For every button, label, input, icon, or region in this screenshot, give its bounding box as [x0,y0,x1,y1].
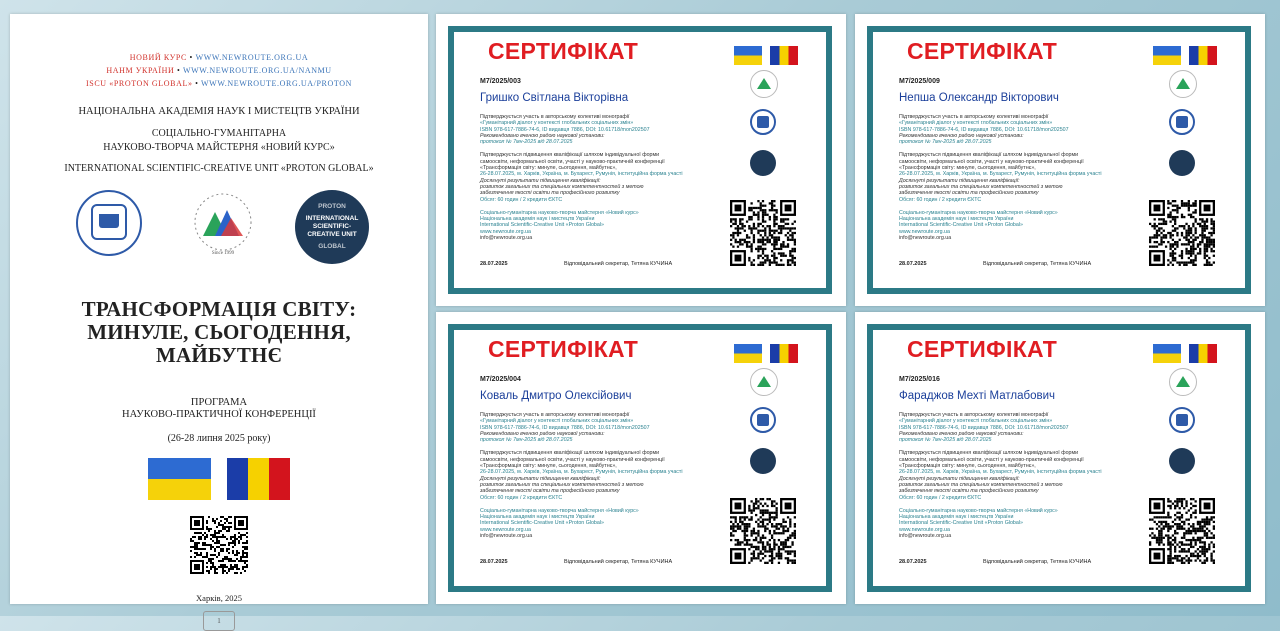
shield-hands-logo-icon [1169,109,1195,135]
qr-code-icon[interactable] [730,498,796,564]
shield-hands-logo-icon [1169,407,1195,433]
qr-code-icon[interactable] [1149,200,1215,266]
romania-flag-icon [770,344,798,363]
recipient-name: Непша Олександр Вікторович [899,92,1059,104]
secretary-signature: Відповідальний секретар, Тетяна КУЧИНА [983,559,1092,565]
certificate-code: M7/2025/004 [480,376,521,383]
certificate-heading: СЕРТИФІКАТ [907,336,1058,362]
unit-name-en: INTERNATIONAL SCIENTIFIC-CREATIVE UNIT «PROTON GLOBAL» [64,163,374,174]
certificate-date: 28.07.2025 [480,559,508,565]
certificate-card [436,14,846,306]
certificate-card [855,312,1265,604]
certificate-frame [448,26,832,294]
triangles-logo-icon [1169,368,1197,396]
shield-hands-logo-icon [750,109,776,135]
certificate-frame [867,26,1251,294]
ukraine-flag-icon [734,344,762,363]
triangles-logo-icon [750,70,778,98]
unit-name: СОЦІАЛЬНО-ГУМАНІТАРНА НАУКОВО-ТВОРЧА МАЙСТЕРНЯ «НОВИЙ КУРС» [103,128,335,153]
ukraine-flag-icon [1153,344,1181,363]
conference-dates: (26-28 липня 2025 року) [167,433,271,444]
qr-code-icon[interactable] [190,516,248,574]
romania-flag-icon [1189,344,1217,363]
email-link[interactable]: info@newroute.org.ua [899,235,952,242]
romania-flag-icon [227,458,290,500]
proton-global-logo-icon [750,150,776,176]
qr-code-icon[interactable] [730,200,796,266]
website-link[interactable]: www.newroute.org.ua [480,228,531,235]
email-link[interactable]: info@newroute.org.ua [480,533,533,540]
recipient-name: Фараджов Мехті Матлабович [899,390,1056,402]
website-link[interactable]: www.newroute.org.ua [899,526,950,533]
ukraine-flag-icon [734,46,762,65]
certificate-card [436,312,846,604]
certificate-frame [448,324,832,592]
conference-program-page [10,14,428,625]
website-link[interactable]: www.newroute.org.ua [480,526,531,533]
recipient-name: Гришко Світлана Вікторівна [480,92,629,104]
flags-row [10,458,428,500]
website-link[interactable]: www.newroute.org.ua [899,228,950,235]
certificate-date: 28.07.2025 [899,559,927,565]
recipient-name: Коваль Дмитро Олексійович [480,390,632,402]
ukraine-flag-icon [1153,46,1181,65]
certificate-body: Підтверджується участь в авторському колективі монографії «Гуманітарний діалог у контексті глобальних соціальних змін» ISBN 978-617-7886-74-6, ID видавця 7886, DOI: 10.61718/mon202507 Рекомендовано вченою радою наукової установи: протокол № 7мн-2025 від 28.07.2025 Підтверджується підвищення кваліфікації шляхом індивідуальної форми самоосвіти, неформальної освіти, участі у науково-практичній конференції «Трансформація світу: минуле, сьогодення, майбутнє», 26-28.07.2025, м. Харків, Україна, м. Бухарест, Румунія, інституційна форма участі Досягнуті результати підвищення кваліфікації: розвиток загальних та спеціальних компетентностей з метою забезпечення якості освіти та професійного розвитку Обсяг: 60 годин / 2 кредити ЄКТС Соціально-гуманітарна науково-творча майстерня «Новий курс» Національна академія наук і мистецтв України International Scientific-Creative Unit «Proton Global» www.newroute.org.ua info@newroute.org.ua [480,412,760,539]
secretary-signature: Відповідальний секретар, Тетяна КУЧИНА [983,261,1092,267]
academy-name: НАЦІОНАЛЬНА АКАДЕМІЯ НАУК І МИСТЕЦТВ УКРАЇНИ [78,106,360,117]
program-subtitle: ПРОГРАМА НАУКОВО-ПРАКТИЧНОЇ КОНФЕРЕНЦІЇ [122,397,316,420]
certificate-body: Підтверджується участь в авторському колективі монографії «Гуманітарний діалог у контексті глобальних соціальних змін» ISBN 978-617-7886-74-6, ID видавця 7886, DOI: 10.61718/mon202507 Рекомендовано вченою радою наукової установи: протокол № 7мн-2025 від 28.07.2025 Підтверджується підвищення кваліфікації шляхом індивідуальної форми самоосвіти, неформальної освіти, участі у науково-практичній конференції «Трансформація світу: минуле, сьогодення, майбутнє», 26-28.07.2025, м. Харків, Україна, м. Бухарест, Румунія, інституційна форма участі Досягнуті результати підвищення кваліфікації: розвиток загальних та спеціальних компетентностей з метою забезпечення якості освіти та професійного розвитку Обсяг: 60 годин / 2 кредити ЄКТС Соціально-гуманітарна науково-творча майстерня «Новий курс» Національна академія наук і мистецтв України International Scientific-Creative Unit «Proton Global» www.newroute.org.ua info@newroute.org.ua [480,114,760,241]
proton-global-logo-icon [750,448,776,474]
certificate-heading: СЕРТИФІКАТ [907,38,1058,64]
shield-hands-logo-icon [76,190,142,256]
certificate-date: 28.07.2025 [480,261,508,267]
certificate-heading: СЕРТИФІКАТ [488,336,639,362]
certificate-card [855,14,1265,306]
certificate-body: Підтверджується участь в авторському колективі монографії «Гуманітарний діалог у контексті глобальних соціальних змін» ISBN 978-617-7886-74-6, ID видавця 7886, DOI: 10.61718/mon202507 Рекомендовано вченою радою наукової установи: протокол № 7мн-2025 від 28.07.2025 Підтверджується підвищення кваліфікації шляхом індивідуальної форми самоосвіти, неформальної освіти, участі у науково-практичній конференції «Трансформація світу: минуле, сьогодення, майбутнє», 26-28.07.2025, м. Харків, Україна, м. Бухарест, Румунія, інституційна форма участі Досягнуті результати підвищення кваліфікації: розвиток загальних та спеціальних компетентностей з метою забезпечення якості освіти та професійного розвитку Обсяг: 60 годин / 2 кредити ЄКТС Соціально-гуманітарна науково-творча майстерня «Новий курс» Національна академія наук і мистецтв України International Scientific-Creative Unit «Proton Global» www.newroute.org.ua info@newroute.org.ua [899,114,1179,241]
proton-global-logo-icon [1169,448,1195,474]
secretary-signature: Відповідальний секретар, Тетяна КУЧИНА [564,559,673,565]
conference-title: ТРАНСФОРМАЦІЯ СВІТУ: МИНУЛЕ, СЬОГОДЕННЯ, МАЙБУТНЄ [81,297,357,367]
svg-text:Since 1999: Since 1999 [211,251,235,256]
link-proton[interactable]: ISCU «PROTON GLOBAL» • WWW.NEWROUTE.ORG.UA/PROTON [86,79,352,88]
page-number: 1 [203,611,235,631]
triangles-logo-icon [1169,70,1197,98]
triangles-logo-icon [188,192,258,258]
links-block [10,51,428,90]
proton-global-logo-icon [1169,150,1195,176]
proton-global-logo-icon: PROTON INTERNATIONAL SCIENTIFIC- CREATIVE UNIT GLOBAL [295,190,369,264]
certificate-code: M7/2025/016 [899,376,940,383]
email-link[interactable]: info@newroute.org.ua [899,533,952,540]
qr-code-icon[interactable] [1149,498,1215,564]
link-new-course[interactable]: НОВИЙ КУРС • WWW.NEWROUTE.ORG.UA [129,53,309,62]
certificate-code: M7/2025/003 [480,78,521,85]
certificate-code: M7/2025/009 [899,78,940,85]
certificate-date: 28.07.2025 [899,261,927,267]
city-year: Харків, 2025 [196,593,242,603]
ukraine-flag-icon [148,458,211,500]
email-link[interactable]: info@newroute.org.ua [480,235,533,242]
certificate-heading: СЕРТИФІКАТ [488,38,639,64]
romania-flag-icon [770,46,798,65]
certificate-frame [867,324,1251,592]
link-nanmu[interactable]: НАНМ УКРАЇНИ • WWW.NEWROUTE.ORG.UA/NANMU [106,66,332,75]
logos-row [10,190,428,270]
certificate-body: Підтверджується участь в авторському колективі монографії «Гуманітарний діалог у контексті глобальних соціальних змін» ISBN 978-617-7886-74-6, ID видавця 7886, DOI: 10.61718/mon202507 Рекомендовано вченою радою наукової установи: протокол № 7мн-2025 від 28.07.2025 Підтверджується підвищення кваліфікації шляхом індивідуальної форми самоосвіти, неформальної освіти, участі у науково-практичній конференції «Трансформація світу: минуле, сьогодення, майбутнє», 26-28.07.2025, м. Харків, Україна, м. Бухарест, Румунія, інституційна форма участі Досягнуті результати підвищення кваліфікації: розвиток загальних та спеціальних компетентностей з метою забезпечення якості освіти та професійного розвитку Обсяг: 60 годин / 2 кредити ЄКТС Соціально-гуманітарна науково-творча майстерня «Новий курс» Національна академія наук і мистецтв України International Scientific-Creative Unit «Proton Global» www.newroute.org.ua info@newroute.org.ua [899,412,1179,539]
romania-flag-icon [1189,46,1217,65]
shield-hands-logo-icon [750,407,776,433]
secretary-signature: Відповідальний секретар, Тетяна КУЧИНА [564,261,673,267]
triangles-logo-icon [750,368,778,396]
